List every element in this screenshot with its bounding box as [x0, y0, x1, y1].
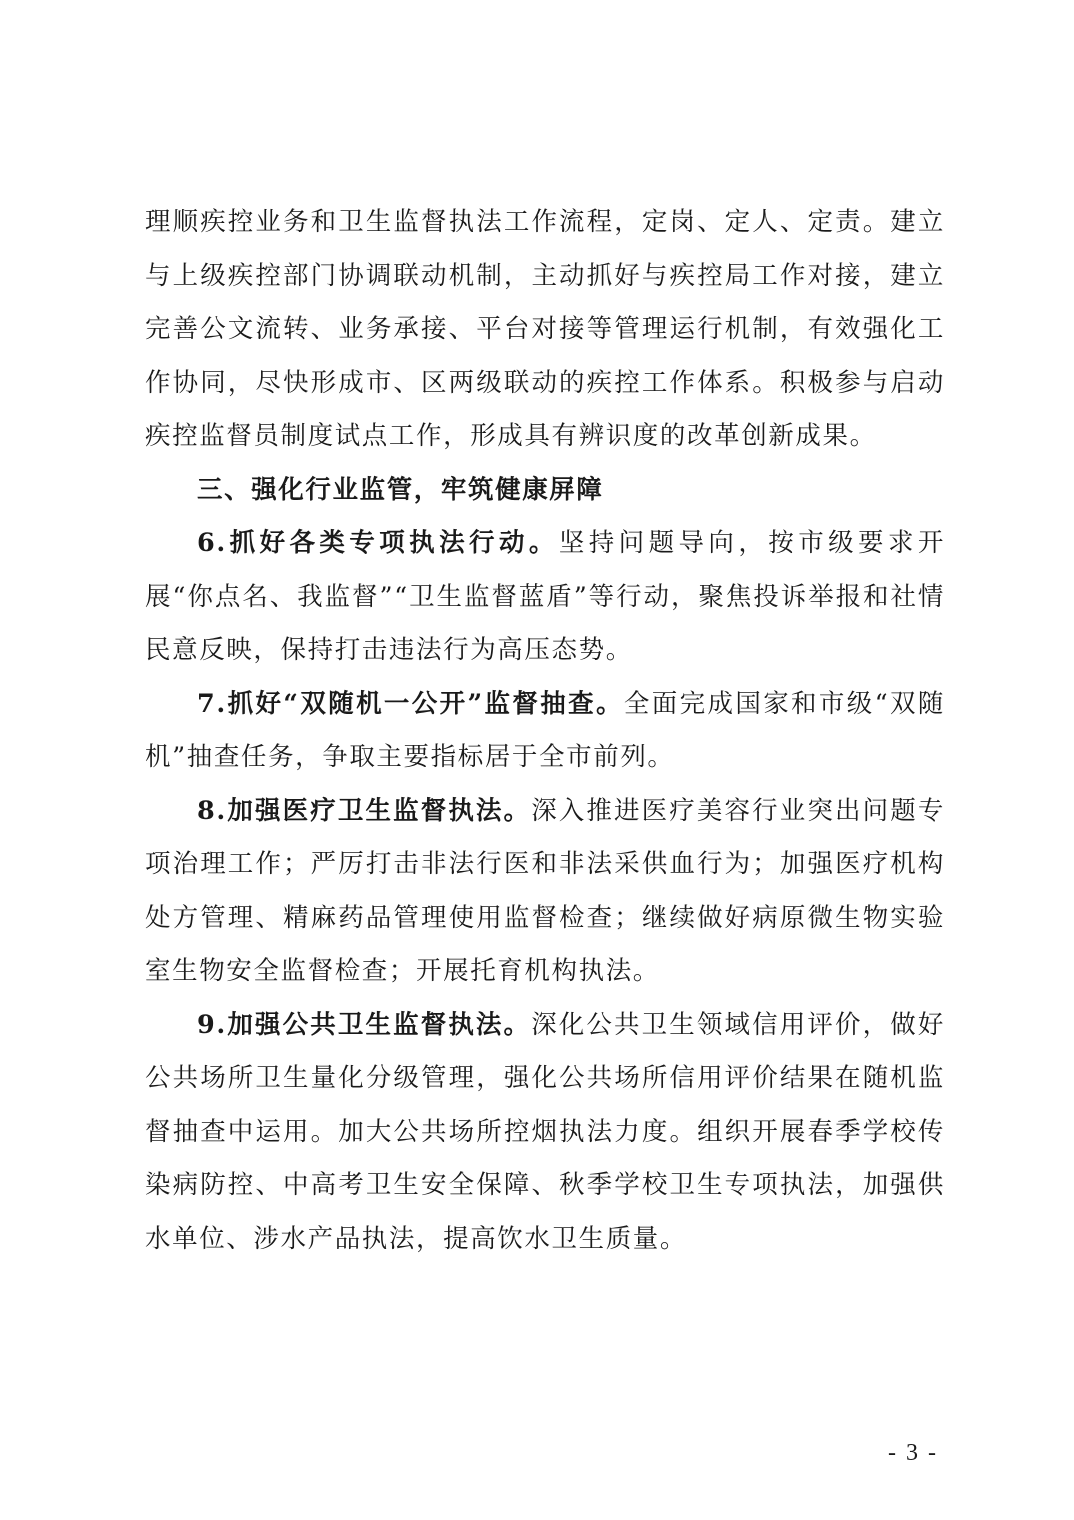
item-9-lead: 9.加强公共卫生监督执法。 [197, 1009, 532, 1040]
item-9 [145, 999, 945, 1267]
item-6-body: 坚持问题导向，按市级要求开展“你点名、我监督”“卫生监督蓝盾”等行动，聚焦投诉举报和社情民意反映，保持打击违法行为高压态势。 [145, 528, 945, 665]
item-6 [145, 517, 945, 678]
item-7-lead: 7.抓好“双随机一公开”监督抽查。 [197, 688, 624, 719]
item-6-lead: 6.抓好各类专项执法行动。 [197, 528, 559, 558]
item-8-lead: 8.加强医疗卫生监督执法。 [197, 795, 532, 826]
section-heading-3: 三、强化行业监管，牢筑健康屏障 [197, 474, 604, 505]
item-8-body: 深入推进医疗美容行业突出问题专项治理工作；严厉打击非法行医和非法采供血行为；加强医疗机构处方管理、精麻药品管理使用监督检查；继续做好病原微生物实验室生物安全监督检查；开展托育机构执法。 [145, 795, 945, 986]
item-8 [145, 785, 945, 999]
item-7 [145, 678, 945, 785]
item-9-body: 深化公共卫生领域信用评价，做好公共场所卫生量化分级管理，强化公共场所信用评价结果在随机监督抽查中运用。加大公共场所控烟执法力度。组织开展春季学校传染病防控、中高考卫生安全保障、秋季学校卫生专项执法，加强供水单位、涉水产品执法，提高饮水卫生质量。 [145, 1009, 945, 1254]
page-number: - 3 - [888, 1440, 938, 1466]
document-body [145, 196, 945, 1266]
item-7-body: 全面完成国家和市级“双随机”抽查任务，争取主要指标居于全市前列。 [145, 688, 946, 772]
paragraph-continued: 理顺疾控业务和卫生监督执法工作流程，定岗、定人、定责。建立与上级疾控部门协调联动机制，主动抓好与疾控局工作对接，建立完善公文流转、业务承接、平台对接等管理运行机制，有效强化工作协同，尽快形成市、区两级联动的疾控工作体系。积极参与启动疾控监督员制度试点工作，形成具有辨识度的改革创新成果。 [145, 207, 945, 451]
